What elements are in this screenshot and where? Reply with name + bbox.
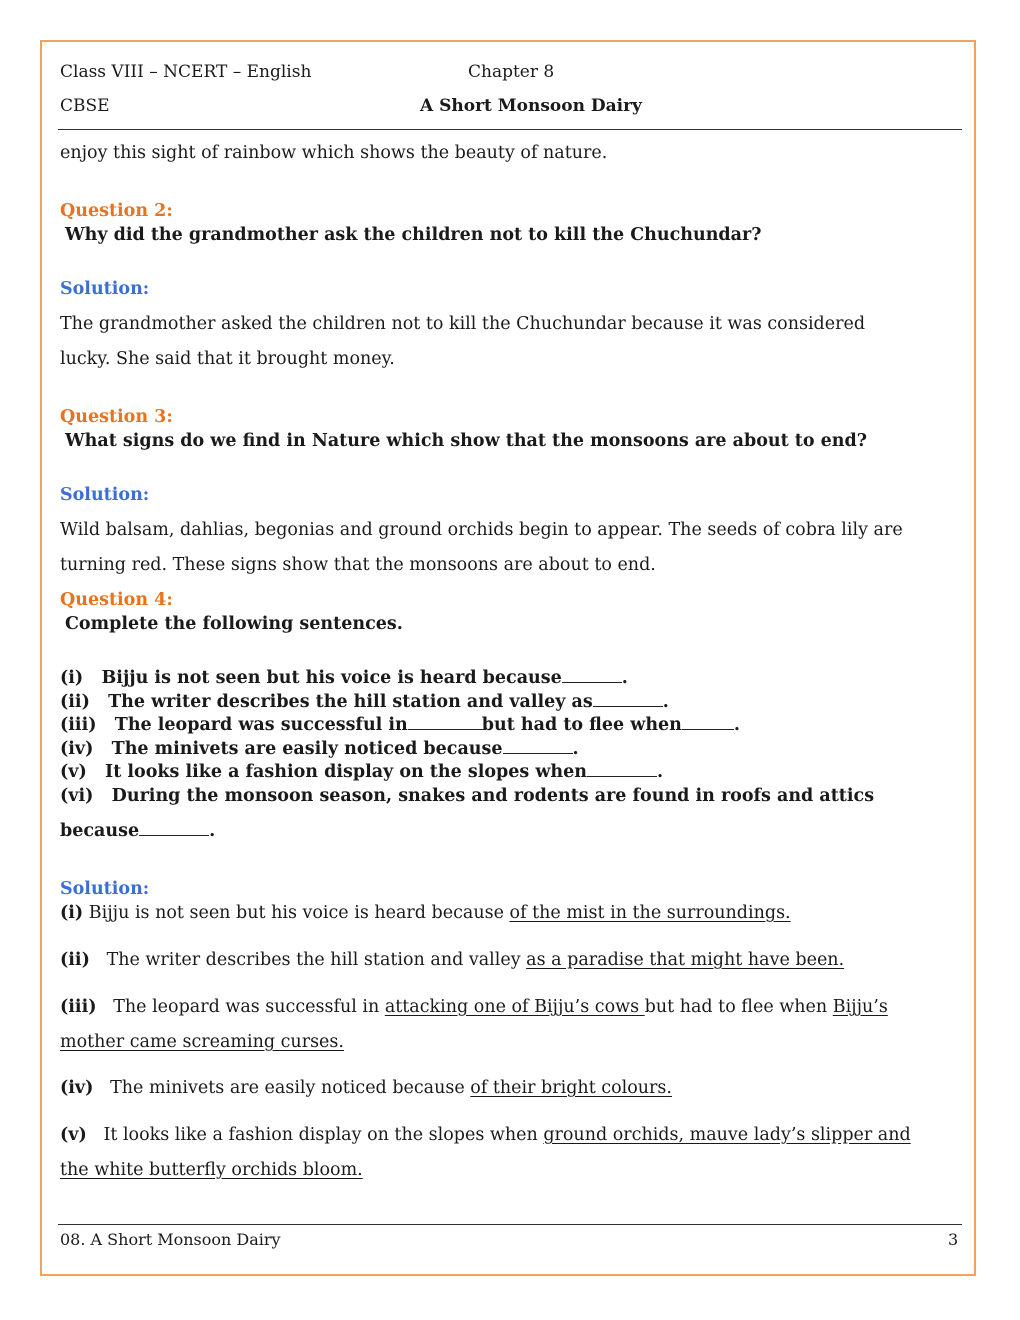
fill-blank bbox=[503, 739, 573, 754]
solution-4-label: Solution: bbox=[60, 879, 150, 899]
answer-underlined: of the mist in the surroundings. bbox=[509, 903, 791, 923]
answer-number: (iv) bbox=[60, 1078, 94, 1098]
question-4-text: Complete the following sentences. bbox=[65, 614, 403, 634]
answer-number: (iii) bbox=[60, 997, 97, 1017]
answer-4 bbox=[60, 1078, 672, 1098]
item-number: (iv) bbox=[60, 739, 94, 759]
answer-underlined-line-2: mother came screaming curses. bbox=[60, 1032, 344, 1052]
answer-underlined-2: Bijju’s bbox=[832, 997, 888, 1017]
fill-blank bbox=[562, 668, 622, 683]
answer-underlined-line-2: the white butterfly orchids bloom. bbox=[60, 1160, 363, 1180]
question-4-label: Question 4: bbox=[60, 590, 173, 610]
answer-3 bbox=[60, 997, 888, 1017]
question-3-text: What signs do we find in Nature which show that the monsoons are about to end? bbox=[65, 431, 867, 451]
question-2-label: Question 2: bbox=[60, 201, 173, 221]
footer-rule bbox=[58, 1224, 962, 1225]
fill-blank bbox=[408, 715, 482, 730]
intro-text: enjoy this sight of rainbow which shows the beauty of nature. bbox=[60, 143, 608, 163]
blank-item-6-continued: because . bbox=[60, 821, 216, 841]
item-number: (vi) bbox=[60, 786, 94, 806]
blank-item-4: (iv) The minivets are easily noticed because . bbox=[60, 739, 579, 759]
solution-2-line-1: The grandmother asked the children not to kill the Chuchundar because it was considered bbox=[60, 314, 866, 334]
answer-text-2: but had to flee when bbox=[644, 997, 833, 1017]
answer-number: (v) bbox=[60, 1125, 87, 1145]
header-chapter: Chapter 8 bbox=[468, 62, 555, 82]
header-rule bbox=[58, 129, 962, 130]
item-text: The writer describes the hill station and valley as bbox=[108, 692, 593, 712]
blank-item-1: (i) Bijju is not seen but his voice is heard because . bbox=[60, 668, 628, 688]
item-text: The minivets are easily noticed because bbox=[111, 739, 503, 759]
answer-5 bbox=[60, 1125, 911, 1145]
item-number: (ii) bbox=[60, 692, 90, 712]
answer-underlined: attacking one of Bijju’s cows bbox=[384, 997, 645, 1017]
answer-underlined: as a paradise that might have been. bbox=[526, 950, 845, 970]
answer-2 bbox=[60, 950, 844, 970]
solution-3-line-2: turning red. These signs show that the monsoons are about to end. bbox=[60, 555, 656, 575]
fill-blank bbox=[682, 715, 734, 730]
answer-text: The minivets are easily noticed because bbox=[110, 1078, 471, 1098]
fill-blank bbox=[593, 692, 663, 707]
answer-text: It looks like a fashion display on the slopes when bbox=[103, 1125, 544, 1145]
answer-text: The writer describes the hill station and valley bbox=[106, 950, 527, 970]
question-3-label: Question 3: bbox=[60, 407, 173, 427]
fill-blank bbox=[139, 821, 209, 836]
answer-underlined: of their bright colours. bbox=[470, 1078, 672, 1098]
item-text: The leopard was successful in bbox=[114, 715, 408, 735]
blank-item-3: (iii) The leopard was successful in but had to flee when . bbox=[60, 715, 740, 735]
solution-2-label: Solution: bbox=[60, 279, 150, 299]
question-2-text: Why did the grandmother ask the children not to kill the Chuchundar? bbox=[65, 225, 762, 245]
item-text-2: because bbox=[60, 821, 140, 841]
answer-1 bbox=[60, 903, 791, 923]
fill-blank bbox=[587, 762, 657, 777]
item-text: It looks like a fashion display on the slopes when bbox=[105, 762, 587, 782]
answer-text: Bijju is not seen but his voice is heard because bbox=[88, 903, 510, 923]
answer-5-continued bbox=[60, 1160, 363, 1180]
item-text-2: but had to flee when bbox=[481, 715, 682, 735]
item-number: (i) bbox=[60, 668, 84, 688]
item-text: During the monsoon season, snakes and rodents are found in roofs and attics bbox=[111, 786, 875, 806]
item-number: (v) bbox=[60, 762, 87, 782]
page-number: 3 bbox=[948, 1230, 959, 1249]
solution-2-line-2: lucky. She said that it brought money. bbox=[60, 349, 395, 369]
header-board: CBSE bbox=[60, 96, 110, 116]
answer-3-continued bbox=[60, 1032, 344, 1052]
item-number: (iii) bbox=[60, 715, 97, 735]
solution-3-label: Solution: bbox=[60, 485, 150, 505]
answer-number: (i) bbox=[60, 903, 84, 923]
header-class: Class VIII – NCERT – English bbox=[60, 62, 312, 82]
answer-text: The leopard was successful in bbox=[113, 997, 385, 1017]
item-text: Bijju is not seen but his voice is heard because bbox=[101, 668, 562, 688]
footer-chapter: 08. A Short Monsoon Dairy bbox=[60, 1230, 281, 1249]
blank-item-5: (v) It looks like a fashion display on the slopes when . bbox=[60, 762, 664, 782]
blank-item-6 bbox=[60, 786, 874, 806]
blank-item-2: (ii) The writer describes the hill station and valley as . bbox=[60, 692, 669, 712]
solution-3-line-1: Wild balsam, dahlias, begonias and ground orchids begin to appear. The seeds of cobra lily are bbox=[60, 520, 903, 540]
answer-underlined: ground orchids, mauve lady’s slipper and bbox=[543, 1125, 911, 1145]
header-title: A Short Monsoon Dairy bbox=[420, 96, 642, 116]
answer-number: (ii) bbox=[60, 950, 90, 970]
